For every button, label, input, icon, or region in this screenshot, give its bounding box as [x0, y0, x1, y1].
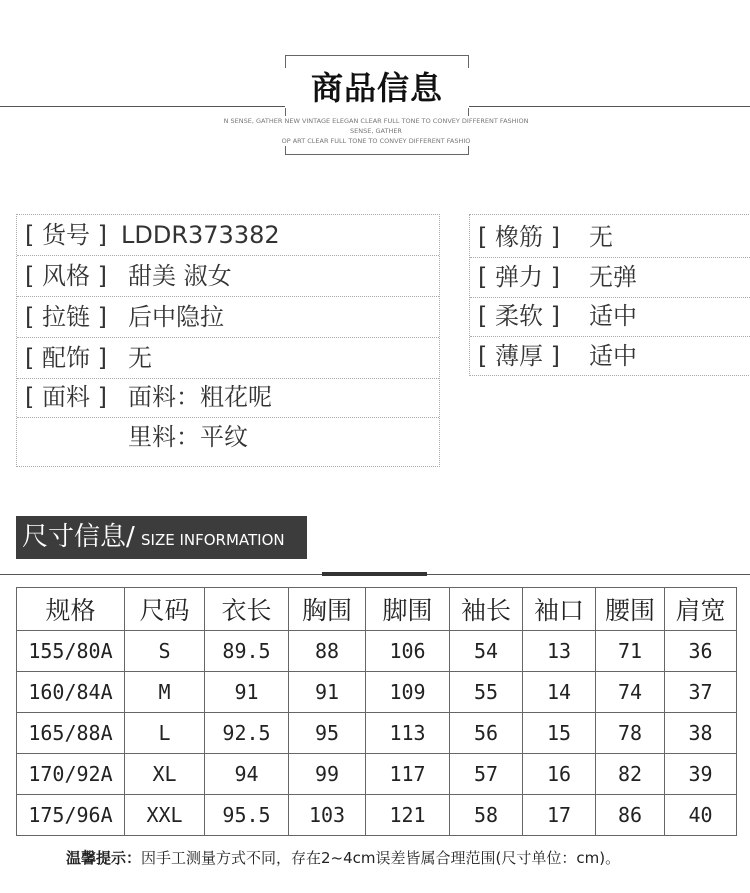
table-cell: 95.5 [205, 795, 289, 836]
info-value: LDDR373382 [121, 221, 280, 249]
info-value: 甜美 淑女 [128, 262, 232, 290]
product-info-right [469, 214, 750, 376]
table-cell: 56 [450, 713, 523, 754]
table-cell: 117 [366, 754, 450, 795]
column-header: 袖长 [450, 588, 523, 631]
tip-text: 因手工测量方式不同，存在2~4cm误差皆属合理范围(尺寸单位：cm)。 [141, 849, 621, 867]
column-header: 规格 [17, 588, 125, 631]
measurement-tip [66, 847, 620, 869]
table-cell: 160/84A [17, 672, 125, 713]
table-cell: 55 [450, 672, 523, 713]
section-rule-accent [322, 572, 427, 576]
info-value: 适中 [589, 302, 637, 330]
info-label: [ 薄厚 ] [478, 342, 560, 370]
info-value: 无 [128, 344, 152, 372]
table-cell: 36 [665, 631, 737, 672]
column-header: 衣长 [205, 588, 289, 631]
table-cell: 170/92A [17, 754, 125, 795]
info-row [17, 338, 439, 379]
table-row [17, 795, 737, 836]
info-row [17, 215, 439, 256]
table-row [17, 631, 737, 672]
table-cell: 17 [523, 795, 596, 836]
table-cell: 94 [205, 754, 289, 795]
subtitle-line-1: N SENSE, GATHER NEW VINTAGE ELEGAN CLEAR FULL TONE TO CONVEY DIFFERENT FASHION SENSE, GATHER [223, 117, 529, 135]
subtitle-line-2: OP ART CLEAR FULL TONE TO CONVEY DIFFERENT FASHIO [281, 137, 471, 145]
column-header: 胸围 [289, 588, 366, 631]
info-label: [ 橡筋 ] [478, 223, 560, 251]
info-row [470, 336, 750, 376]
table-cell: 38 [665, 713, 737, 754]
section-title: 尺寸信息/ [22, 522, 135, 552]
table-cell: 13 [523, 631, 596, 672]
info-value: 无弹 [589, 263, 637, 291]
table-cell: 86 [596, 795, 665, 836]
info-label: [ 柔软 ] [478, 302, 560, 330]
info-label: [ 面料 ] [25, 383, 107, 411]
info-value: 面料：粗花呢 [128, 383, 272, 411]
info-row [17, 417, 439, 457]
table-cell: 175/96A [17, 795, 125, 836]
table-cell: 82 [596, 754, 665, 795]
tip-label: 温馨提示： [66, 849, 142, 867]
table-cell: 95 [289, 713, 366, 754]
table-cell: 99 [289, 754, 366, 795]
info-label: [ 配饰 ] [25, 344, 107, 372]
size-table [16, 587, 737, 836]
column-header: 腰围 [596, 588, 665, 631]
table-cell: 165/88A [17, 713, 125, 754]
table-cell: 74 [596, 672, 665, 713]
table-cell: 89.5 [205, 631, 289, 672]
info-row [470, 257, 750, 298]
info-row [470, 296, 750, 337]
table-cell: 16 [523, 754, 596, 795]
table-cell: 40 [665, 795, 737, 836]
column-header: 脚围 [366, 588, 450, 631]
table-cell: 88 [289, 631, 366, 672]
table-cell: S [125, 631, 205, 672]
info-row [17, 256, 439, 297]
info-label: [ 货号 ] [25, 221, 107, 249]
table-cell: 106 [366, 631, 450, 672]
table-cell: 109 [366, 672, 450, 713]
table-cell: 121 [366, 795, 450, 836]
info-value: 后中隐拉 [128, 303, 224, 331]
table-cell: 92.5 [205, 713, 289, 754]
table-cell: 103 [289, 795, 366, 836]
info-value: 无 [589, 223, 613, 251]
table-cell: L [125, 713, 205, 754]
table-cell: 78 [596, 713, 665, 754]
table-cell: 91 [205, 672, 289, 713]
info-row [470, 217, 750, 258]
info-label: [ 风格 ] [25, 262, 107, 290]
table-row [17, 713, 737, 754]
table-cell: XXL [125, 795, 205, 836]
info-row [17, 297, 439, 338]
section-title-english: SIZE INFORMATION [141, 531, 285, 549]
table-header-row [17, 588, 737, 631]
column-header: 肩宽 [665, 588, 737, 631]
page-title: 商品信息 [285, 68, 469, 108]
table-cell: 57 [450, 754, 523, 795]
table-cell: XL [125, 754, 205, 795]
table-cell: 39 [665, 754, 737, 795]
table-cell: 91 [289, 672, 366, 713]
table-cell: 15 [523, 713, 596, 754]
column-header: 尺码 [125, 588, 205, 631]
table-cell: 54 [450, 631, 523, 672]
info-value: 适中 [589, 342, 637, 370]
table-cell: M [125, 672, 205, 713]
product-info-left [16, 214, 440, 467]
table-cell: 155/80A [17, 631, 125, 672]
table-cell: 58 [450, 795, 523, 836]
column-header: 袖口 [523, 588, 596, 631]
page-subtitle [215, 116, 537, 146]
table-cell: 14 [523, 672, 596, 713]
info-label: [ 拉链 ] [25, 303, 107, 331]
table-cell: 71 [596, 631, 665, 672]
table-row [17, 672, 737, 713]
table-cell: 113 [366, 713, 450, 754]
table-cell: 37 [665, 672, 737, 713]
info-label: [ 弹力 ] [478, 263, 560, 291]
info-row [17, 377, 439, 418]
info-value: 里料：平纹 [128, 423, 248, 451]
table-row [17, 754, 737, 795]
